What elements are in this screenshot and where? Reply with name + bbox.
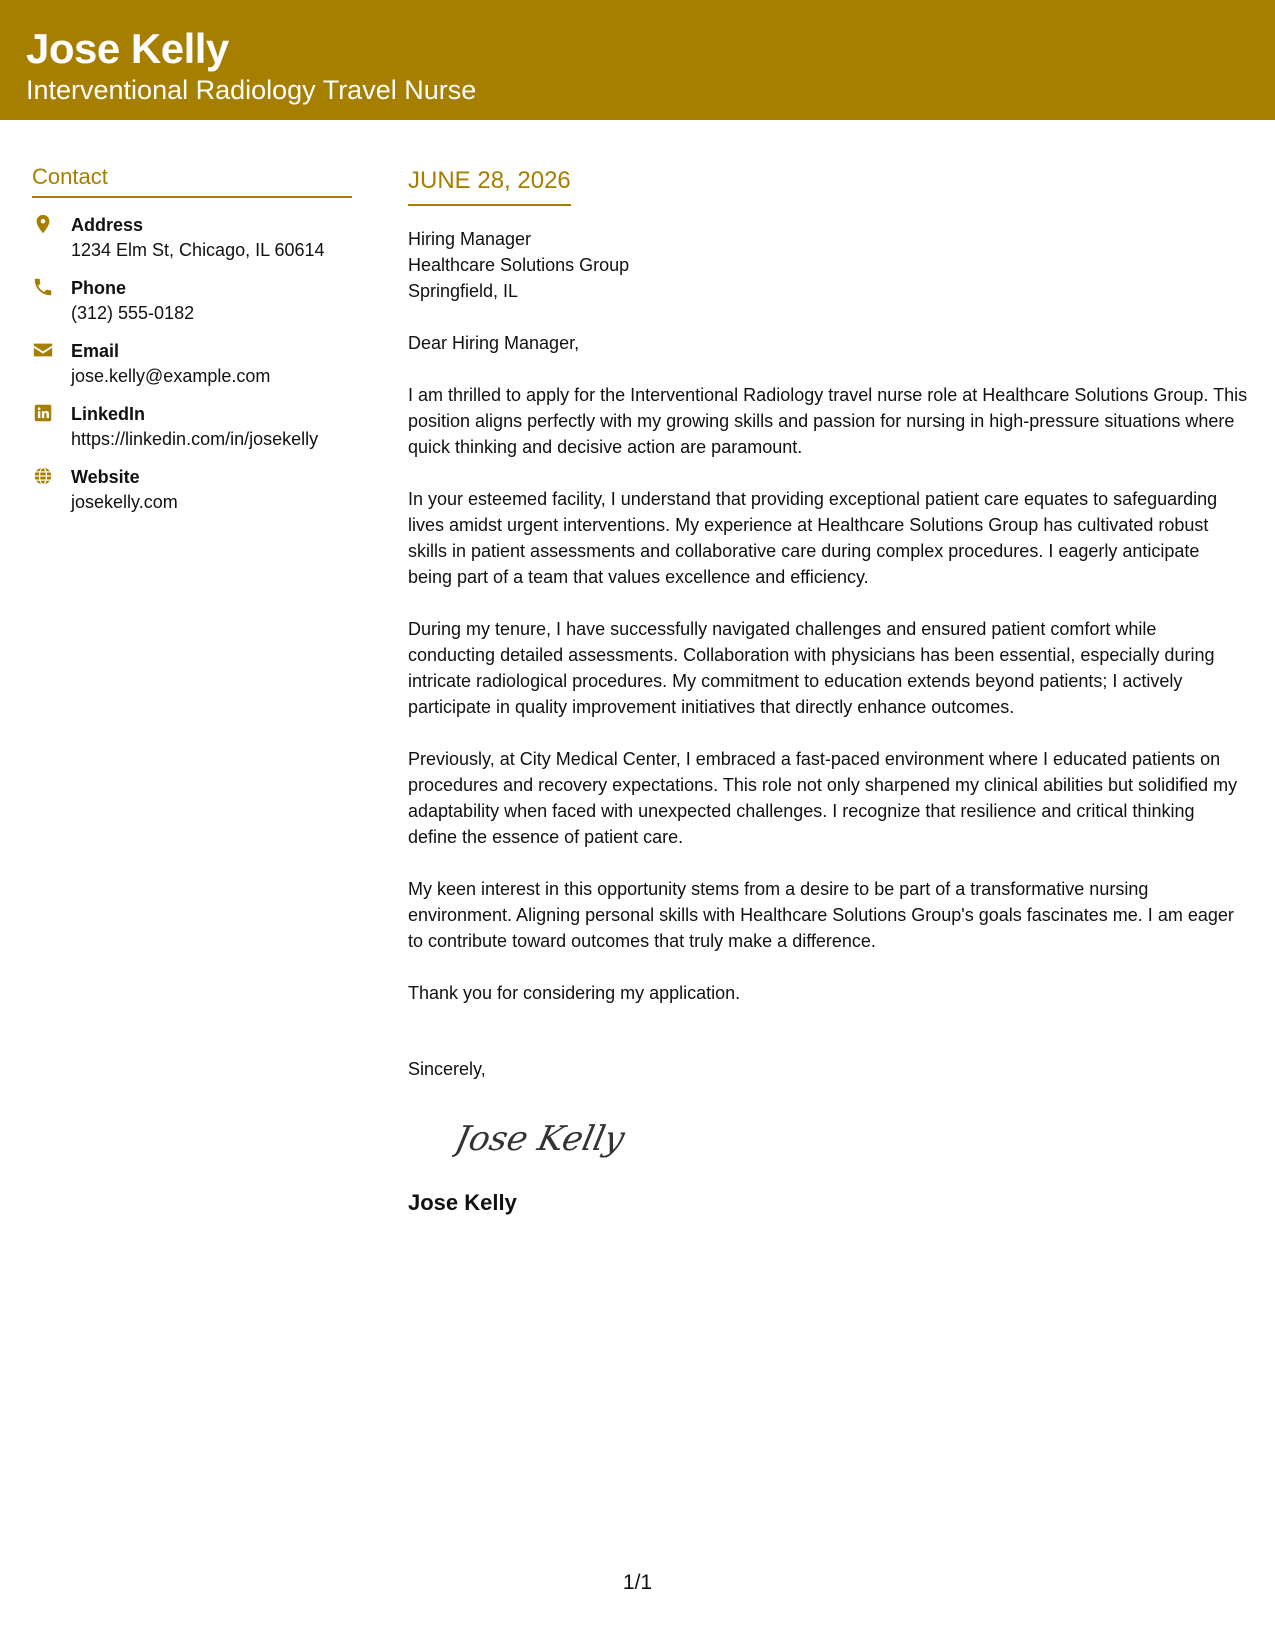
contact-sidebar bbox=[32, 162, 352, 527]
envelope-icon bbox=[32, 339, 54, 361]
contact-list bbox=[32, 212, 352, 515]
phone-icon bbox=[32, 276, 54, 298]
contact-heading: Contact bbox=[32, 162, 352, 198]
contact-address bbox=[32, 212, 352, 263]
salutation: Dear Hiring Manager, bbox=[408, 333, 580, 353]
signed-name: Jose Kelly bbox=[408, 1190, 517, 1215]
contact-email-label: Email bbox=[71, 341, 120, 361]
paragraph: During my tenure, I have successfully navigated challenges and ensured patient comfort while conducting detailed assessments. Collaboration with physicians has been essential, especially during intricate radiological procedures. My commitment to education extends beyond patients; I actively participate in quality improvement initiatives that directly enhance outcomes. bbox=[408, 619, 1215, 717]
recipient-name: Hiring Manager bbox=[408, 229, 532, 249]
letter-date: JUNE 28, 2026 bbox=[408, 164, 571, 206]
paragraph: Previously, at City Medical Center, I embraced a fast-paced environment where I educated patients on procedures and recovery expectations. This role not only sharpened my clinical abilities but solidified my adaptability when faced with unexpected challenges. I recognize that resilience and critical thinking define the essence of patient care. bbox=[408, 749, 1238, 847]
closing: Sincerely, bbox=[408, 1059, 486, 1079]
contact-address-label: Address bbox=[71, 215, 144, 235]
contact-phone-value: (312) 555-0182 bbox=[71, 303, 195, 323]
globe-icon bbox=[32, 465, 54, 487]
contact-email bbox=[32, 338, 352, 389]
signature-text: Jose Kelly bbox=[452, 1119, 629, 1159]
paragraph: Thank you for considering my application. bbox=[408, 983, 741, 1003]
contact-website-label: Website bbox=[71, 467, 140, 487]
applicant-name: Jose Kelly bbox=[26, 25, 229, 72]
recipient-block bbox=[408, 226, 1248, 304]
recipient-company: Healthcare Solutions Group bbox=[408, 255, 630, 275]
paragraph: In your esteemed facility, I understand that providing exceptional patient care equates to safeguarding lives amidst urgent interventions. My experience at Healthcare Solutions Group has cultivated robust skills in patient assessments and collaborative care during complex procedures. I eagerly anticipate being part of a team that values excellence and efficiency. bbox=[408, 489, 1218, 587]
linkedin-icon bbox=[32, 402, 54, 424]
letter-body bbox=[408, 164, 1248, 1218]
contact-website-value[interactable]: josekelly.com bbox=[71, 492, 178, 512]
applicant-title: Interventional Radiology Travel Nurse bbox=[26, 75, 477, 105]
contact-phone bbox=[32, 275, 352, 326]
contact-linkedin bbox=[32, 401, 352, 452]
contact-linkedin-value[interactable]: https://linkedin.com/in/josekelly bbox=[71, 429, 319, 449]
paragraph: My keen interest in this opportunity stems from a desire to be part of a transformative nursing environment. Aligning personal skills with Healthcare Solutions Group's goals fascinates me. I am eager to contribute toward outcomes that truly make a difference. bbox=[408, 879, 1234, 951]
recipient-location: Springfield, IL bbox=[408, 281, 519, 301]
page-number: 1/1 bbox=[622, 1571, 653, 1594]
handwritten-signature bbox=[452, 1110, 1248, 1166]
contact-address-value: 1234 Elm St, Chicago, IL 60614 bbox=[71, 240, 325, 260]
map-pin-icon bbox=[32, 213, 54, 235]
contact-email-value[interactable]: jose.kelly@example.com bbox=[71, 366, 271, 386]
contact-website bbox=[32, 464, 352, 515]
contact-linkedin-label: LinkedIn bbox=[71, 404, 146, 424]
paragraph: I am thrilled to apply for the Interventional Radiology travel nurse role at Healthcare Solutions Group. This position aligns perfectly with my growing skills and passion for nursing in high-pressure situations where quick thinking and decisive action are paramount. bbox=[408, 385, 1248, 457]
header-banner bbox=[0, 0, 1275, 120]
contact-phone-label: Phone bbox=[71, 278, 127, 298]
